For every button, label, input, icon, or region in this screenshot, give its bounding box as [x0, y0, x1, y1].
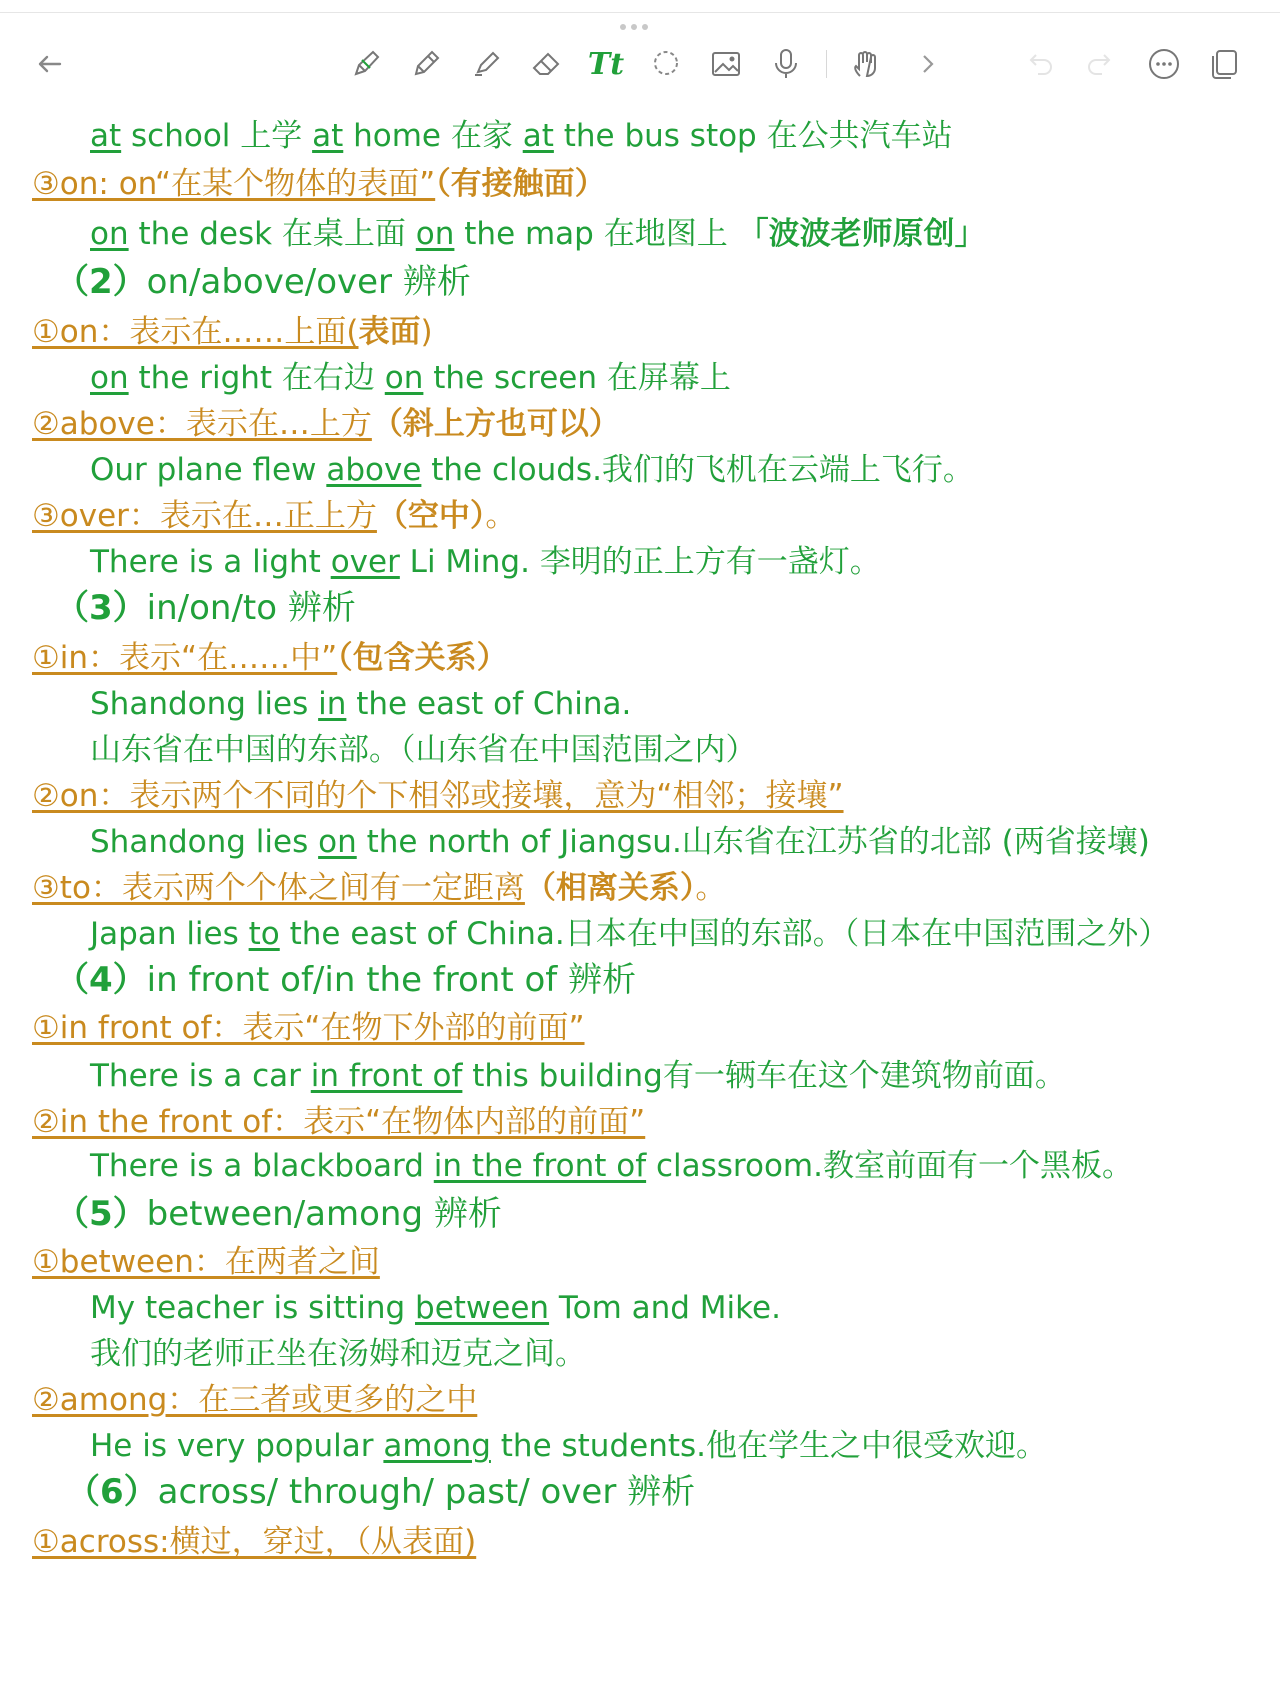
section-heading	[55, 262, 471, 302]
definition-note: （相离关系）	[524, 870, 696, 906]
note-line	[90, 214, 986, 254]
underlined-word: at	[522, 118, 554, 154]
underlined-word: on	[318, 824, 357, 860]
pencil-icon[interactable]	[406, 44, 446, 84]
text: Tom and Mike.	[549, 1290, 781, 1326]
underlined-word: in the front of	[433, 1148, 647, 1184]
note-line	[90, 1426, 1047, 1466]
text: the east of China.	[346, 686, 632, 722]
underlined-word: in	[318, 686, 347, 722]
text: the bus stop 在公共汽车站	[553, 118, 953, 154]
definition-line	[32, 404, 620, 444]
definition-line	[32, 496, 516, 536]
text: the east of China.日本在中国的东部。（日本在中国范围之外）	[279, 916, 1170, 952]
text: 。	[695, 870, 727, 906]
section-heading	[55, 588, 356, 628]
note-line	[90, 822, 1150, 862]
definition-note: （有接触面）	[435, 166, 606, 202]
definition-note: 表面	[358, 314, 421, 350]
text: There is a car	[90, 1058, 311, 1094]
text: classroom.教室前面有一个黑板。	[646, 1148, 1133, 1184]
definition-text: ③to：表示两个个体之间有一定距离	[32, 870, 525, 906]
text: the right 在右边	[128, 360, 385, 396]
more-icon[interactable]	[1144, 44, 1184, 84]
text-tool-icon[interactable]	[586, 44, 626, 84]
underlined-word: above	[326, 452, 422, 488]
text: Our plane flew	[90, 452, 327, 488]
note-line	[90, 542, 881, 582]
chevron-right-icon[interactable]	[908, 44, 948, 84]
underlined-word: in front of	[310, 1058, 463, 1094]
text: There is a blackboard	[90, 1148, 434, 1184]
text: 山东省在中国的东部。（山东省在中国范围之内）	[90, 732, 757, 768]
definition-line	[32, 1522, 476, 1562]
text: Shandong lies	[90, 686, 319, 722]
section-number: （3）	[55, 588, 147, 628]
eraser-icon[interactable]	[526, 44, 566, 84]
definition-line	[32, 164, 606, 204]
text: the students.他在学生之中很受欢迎。	[490, 1428, 1047, 1464]
definition-line	[32, 1242, 380, 1282]
definition-note: （包含关系）	[337, 640, 508, 676]
hand-gesture-icon[interactable]	[846, 44, 886, 84]
note-line	[90, 358, 731, 398]
note-line	[90, 1288, 781, 1328]
note-line	[90, 684, 631, 724]
section-number: （4）	[55, 960, 147, 1000]
underlined-word: on	[90, 216, 129, 252]
definition-text: ③over：表示在…正上方	[32, 498, 377, 534]
lasso-icon[interactable]	[646, 44, 686, 84]
top-toolbar	[0, 0, 1280, 100]
text: home 在家	[343, 118, 523, 154]
underlined-word: on	[415, 216, 455, 252]
back-arrow-icon[interactable]	[30, 44, 70, 84]
note-line	[90, 1146, 1133, 1186]
pages-icon[interactable]	[1204, 44, 1244, 84]
section-title: between/among 辨析	[146, 1194, 502, 1234]
definition-note: （斜上方也可以）	[371, 406, 620, 442]
text: the desk 在桌上面	[128, 216, 416, 252]
section-number: （6）	[66, 1472, 158, 1512]
definition-line	[32, 1008, 585, 1048]
grabber-handle[interactable]	[620, 15, 660, 23]
definition-line	[32, 1380, 477, 1420]
definition-line	[32, 1102, 645, 1142]
definition-note: （空中）	[376, 498, 486, 534]
underlined-word: between	[415, 1290, 550, 1326]
underlined-word: to	[248, 916, 280, 952]
note-line	[90, 450, 974, 490]
text: school 上学	[121, 118, 313, 154]
definition-text: ②in the front of：表示“在物体内部的前面”	[32, 1104, 646, 1140]
definition-text: ③on: on“在某个物体的表面”	[32, 166, 436, 202]
underlined-word: on	[384, 360, 424, 396]
definition-line	[32, 776, 844, 816]
text: He is very popular	[90, 1428, 384, 1464]
underlined-word: among	[383, 1428, 491, 1464]
toolbar-divider	[0, 12, 1280, 13]
note-line	[90, 116, 953, 156]
toolbar-separator	[826, 50, 827, 78]
section-number: （5）	[55, 1194, 147, 1234]
image-icon[interactable]	[706, 44, 746, 84]
underlined-word: at	[312, 118, 344, 154]
underlined-word: on	[90, 360, 129, 396]
author-watermark: 「波波老师原创」	[737, 216, 986, 252]
definition-text: ①in front of：表示“在物下外部的前面”	[32, 1010, 585, 1046]
definition-text: ②among：在三者或更多的之中	[32, 1382, 478, 1418]
text: Li Ming. 李明的正上方有一盏灯。	[399, 544, 881, 580]
text: Shandong lies	[90, 824, 319, 860]
note-line	[90, 1056, 1066, 1096]
definition-text: ②above：表示在…上方	[32, 406, 372, 442]
text-tool-label: Tt	[587, 46, 625, 82]
definition-text: ②on：表示两个不同的个下相邻或接壤，意为“相邻；接壤”	[32, 778, 844, 814]
section-number: （2）	[55, 262, 147, 302]
section-title: in front of/in the front of 辨析	[146, 960, 637, 1000]
underlined-word: over	[330, 544, 400, 580]
section-heading	[55, 1194, 502, 1234]
text: the map 在地图上	[454, 216, 738, 252]
definition-line	[32, 638, 508, 678]
text: Japan lies	[90, 916, 249, 952]
definition-text: ①on：表示在……上面(	[32, 314, 359, 350]
section-title: on/above/over 辨析	[146, 262, 471, 302]
section-heading	[55, 960, 636, 1000]
definition-line	[32, 312, 433, 352]
text: the north of Jiangsu.山东省在江苏省的北部 (两省接壤)	[356, 824, 1150, 860]
note-line	[90, 914, 1169, 954]
text: There is a light	[90, 544, 331, 580]
note-line	[90, 730, 757, 770]
note-line	[90, 1334, 586, 1374]
text: 。	[485, 498, 517, 534]
definition-text: ①in：表示“在……中”	[32, 640, 338, 676]
definition-line	[32, 868, 726, 908]
text: the clouds.我们的飞机在云端上飞行。	[421, 452, 974, 488]
undo-icon[interactable]	[1020, 44, 1060, 84]
underlined-word: at	[90, 118, 122, 154]
redo-icon[interactable]	[1080, 44, 1120, 84]
text: the screen 在屏幕上	[423, 360, 731, 396]
microphone-icon[interactable]	[766, 44, 806, 84]
pen-icon[interactable]	[346, 44, 386, 84]
definition-text: ①across:横过，穿过，（从表面)	[32, 1524, 477, 1560]
text: 我们的老师正坐在汤姆和迈克之间。	[90, 1336, 586, 1372]
text: )	[420, 314, 433, 350]
section-title: across/ through/ past/ over 辨析	[157, 1472, 696, 1512]
section-title: in/on/to 辨析	[146, 588, 356, 628]
highlighter-icon[interactable]	[466, 44, 506, 84]
definition-text: ①between：在两者之间	[32, 1244, 380, 1280]
text: My teacher is sitting	[90, 1290, 416, 1326]
section-heading	[66, 1472, 695, 1512]
text: this building有一辆车在这个建筑物前面。	[462, 1058, 1066, 1094]
